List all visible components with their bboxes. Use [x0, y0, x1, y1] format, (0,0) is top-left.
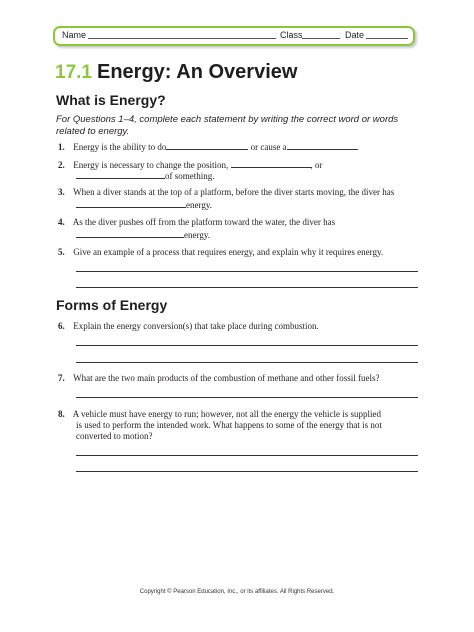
what-is-energy-heading: What is Energy?: [56, 92, 166, 108]
answer-blank[interactable]: [166, 140, 248, 150]
answer-line[interactable]: [76, 362, 418, 363]
question-5: [58, 247, 428, 259]
answer-line[interactable]: [76, 345, 418, 346]
question-8: [58, 409, 428, 421]
question-number: 6.: [58, 321, 65, 331]
answer-line[interactable]: [76, 471, 418, 472]
question-number: 1.: [58, 142, 65, 152]
question-2-line2: [76, 169, 215, 183]
question-number: 3.: [58, 187, 65, 197]
question-text: When a diver stands at the top of a platform, before the diver starts moving, the diver has: [73, 187, 395, 197]
question-8-line3: converted to motion?: [76, 431, 153, 441]
question-text: energy.: [186, 200, 212, 210]
name-field[interactable]: [88, 38, 276, 39]
question-3: [58, 187, 428, 199]
answer-blank[interactable]: [287, 140, 357, 150]
question-number: 8.: [58, 409, 65, 419]
copyright-notice: Copyright © Pearson Education, Inc., or its affiliates. All Rights Reserved.: [139, 589, 335, 595]
question-text: .: [356, 142, 359, 152]
instructions: For Questions 1–4, complete each statement by writing the correct word or words related to energy.: [56, 114, 399, 137]
answer-blank[interactable]: [231, 158, 311, 168]
answer-blank[interactable]: [76, 198, 186, 208]
section-number: 17.1: [55, 62, 92, 83]
question-7: [58, 373, 428, 385]
question-text: Energy is necessary to change the position,: [73, 160, 229, 170]
question-text: Explain the energy conversion(s) that take place during combustion.: [73, 321, 319, 331]
question-text: of something.: [165, 171, 215, 181]
question-3-line2: [76, 198, 212, 212]
question-text: , or: [310, 160, 323, 170]
date-label: Date: [345, 30, 365, 40]
question-text: A vehicle must have energy to run; however, not all the energy the vehicle is supplied: [72, 409, 381, 419]
question-text: What are the two main products of the combustion of methane and other fossil fuels?: [73, 373, 380, 383]
section-title: Energy: An Overview: [97, 61, 298, 83]
answer-blank[interactable]: [76, 228, 184, 238]
answer-line[interactable]: [76, 397, 418, 398]
question-8-line2: is used to perform the intended work. What happens to some of the energy that is not: [76, 420, 382, 430]
question-number: 7.: [58, 373, 65, 383]
question-number: 2.: [58, 160, 65, 170]
question-6: [58, 321, 428, 333]
answer-line[interactable]: [76, 455, 418, 456]
answer-line[interactable]: [76, 271, 418, 272]
question-1: [58, 140, 428, 154]
question-4-line2: [76, 228, 210, 242]
date-field[interactable]: [366, 38, 408, 39]
question-text: energy.: [184, 230, 210, 240]
answer-line[interactable]: [76, 287, 418, 288]
forms-of-energy-heading: Forms of Energy: [56, 297, 168, 313]
name-label: Name: [62, 30, 87, 40]
class-field[interactable]: [302, 38, 340, 39]
answer-blank[interactable]: [76, 169, 165, 179]
question-text: Give an example of a process that requires energy, and explain why it requires energy.: [73, 247, 384, 257]
question-number: 4.: [58, 217, 65, 227]
question-text: As the diver pushes off from the platform toward the water, the diver has: [72, 217, 336, 227]
class-label: Class: [280, 30, 303, 40]
question-text: Energy is the ability to do: [73, 142, 167, 152]
question-text: or cause a: [250, 142, 287, 152]
question-4: [58, 217, 428, 229]
question-number: 5.: [58, 247, 65, 257]
